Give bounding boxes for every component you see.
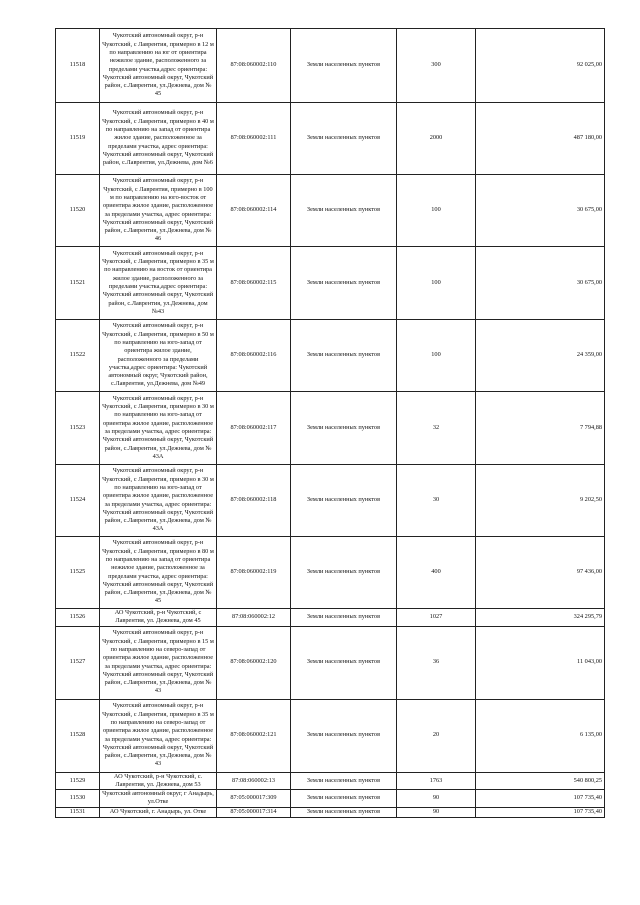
cadastral-value-cell: 30 675,00 [476,247,605,320]
row-number-cell: 11530 [56,790,100,808]
table-body [56,29,605,818]
cadastral-value-cell: 11 043,00 [476,626,605,699]
table-row [56,807,605,817]
table-row [56,465,605,537]
area-cell: 90 [397,807,476,817]
table-row [56,29,605,103]
land-category-cell: Земли населенных пунктов [291,790,397,808]
land-category-cell: Земли населенных пунктов [291,807,397,817]
table-row [56,609,605,627]
cadastral-number-cell: 87:08:060002:111 [217,103,291,175]
area-cell: 1763 [397,772,476,790]
land-category-cell: Земли населенных пунктов [291,772,397,790]
land-category-cell: Земли населенных пунктов [291,537,397,609]
table-row [56,699,605,772]
cadastral-value-cell: 9 202,50 [476,465,605,537]
row-number-cell: 11531 [56,807,100,817]
cadastral-number-cell: 87:08:060002:114 [217,175,291,247]
row-number-cell: 11529 [56,772,100,790]
cadastral-value-cell: 6 135,00 [476,699,605,772]
row-number-cell: 11526 [56,609,100,627]
address-cell: Чукотский автономный округ, р-н Чукотский, с Лаврентия, примерно в 80 м по направлению на запад от ориентира нежилое здание, расположенное за пределами участка, адрес ориентира: Чукотский автономный округ, Чукотский район, с.Лаврентия, ул.Дежнева, дом № 45 [100,537,217,609]
area-cell: 100 [397,247,476,320]
cadastral-value-cell: 92 025,00 [476,29,605,103]
table-row [56,626,605,699]
table-row [56,790,605,808]
cadastral-value-cell: 107 735,40 [476,807,605,817]
cadastral-value-cell: 97 436,00 [476,537,605,609]
land-category-cell: Земли населенных пунктов [291,465,397,537]
cadastral-value-cell: 540 800,25 [476,772,605,790]
cadastral-value-cell: 30 675,00 [476,175,605,247]
cadastral-number-cell: 87:08:060002:12 [217,609,291,627]
row-number-cell: 11518 [56,29,100,103]
table-row [56,537,605,609]
area-cell: 1027 [397,609,476,627]
cadastral-number-cell: 87:05:000017:314 [217,807,291,817]
area-cell: 20 [397,699,476,772]
land-registry-table [55,28,605,818]
area-cell: 90 [397,790,476,808]
area-cell: 32 [397,392,476,465]
cadastral-value-cell: 107 735,40 [476,790,605,808]
cadastral-number-cell: 87:08:060002:115 [217,247,291,320]
area-cell: 2000 [397,103,476,175]
cadastral-number-cell: 87:08:060002:117 [217,392,291,465]
cadastral-value-cell: 487 180,00 [476,103,605,175]
area-cell: 100 [397,320,476,392]
table-row [56,392,605,465]
cadastral-number-cell: 87:08:060002:120 [217,626,291,699]
row-number-cell: 11519 [56,103,100,175]
address-cell: АО Чукотский, р-н Чукотский, с. Лаврентия, ул. Дежнева, дом 53 [100,772,217,790]
table-row [56,103,605,175]
cadastral-number-cell: 87:05:000017:309 [217,790,291,808]
address-cell: Чукотский автономный округ, р-н Чукотский, с Лаврентия, примерно в 30 м по направлению на юго-запад от ориентира жилое здание, расположенное за пределами участка, адрес ориентира: Чукотский автономный округ, Чукотский район, с.Лаврентия, ул.Дежнева, дом № 43А [100,465,217,537]
land-category-cell: Земли населенных пунктов [291,320,397,392]
address-cell: Чукотский автономный округ, р-н Чукотский, с Лаврентия, примерно в 15 м по направлению на северо-запад от ориентира жилое здание, расположенное за пределами участка, адрес ориентира: Чукотский автономный округ, Чукотский район, с.Лаврентия, ул.Дежнева, дом № 43 [100,626,217,699]
cadastral-value-cell: 324 295,79 [476,609,605,627]
cadastral-value-cell: 7 794,88 [476,392,605,465]
area-cell: 100 [397,175,476,247]
land-category-cell: Земли населенных пунктов [291,29,397,103]
table-row [56,320,605,392]
address-cell: Чукотский автономный округ, р-н Чукотский, с Лаврентия, примерно в 40 м по направлению на запад от ориентира жилое здание, расположенное за пределами участка, адрес ориентира: Чукотский автономный округ, Чукотский район, с.Лаврентия, ул.Дежнева, дом №6 [100,103,217,175]
area-cell: 36 [397,626,476,699]
address-cell: Чукотский автономный округ, р-н Чукотский, с Лаврентия, примерно в 35 м по направлению на восток от ориентира жилое здание, расположенного за пределами участка,адрес ориентира: Чукотский автономный округ, Чукотский район, с.Лаврентия, ул.Дежнева, дом №43 [100,247,217,320]
address-cell: Чукотский автономный округ, р-н Чукотский, с Лаврентия, примерно в 30 м по направлению на юго-запад от ориентира жилое здание, расположенное за пределами участка, адрес ориентира: Чукотский автономный округ, Чукотский район, с.Лаврентия, ул.Дежнева, дом № 43А [100,392,217,465]
address-cell: Чукотский автономный округ, р-н Чукотский, с Лаврентия, примерно в 12 м по направлению на юг от ориентира нежилое здание, расположенного за пределами участка,адрес ориентира: Чукотский автономный округ, Чукотский район, с.Лаврентия, ул.Дежнева, дом № 45 [100,29,217,103]
row-number-cell: 11524 [56,465,100,537]
row-number-cell: 11521 [56,247,100,320]
address-cell: Чукотский автономный округ, р-н Чукотский, с Лаврентия, примерно в 100 м по направлению на юго-восток от ориентира жилое здание, расположенное за пределами участка, адрес ориентира: Чукотский автономный округ, Чукотский район, с.Лаврентия, ул.Дежнева, дом № 46 [100,175,217,247]
cadastral-number-cell: 87:08:060002:119 [217,537,291,609]
row-number-cell: 11525 [56,537,100,609]
cadastral-number-cell: 87:08:060002:13 [217,772,291,790]
table-row [56,247,605,320]
address-cell: Чукотский автономный округ, р-н Чукотский, с Лаврентия, примерно в 35 м по направлению на северо-запад от ориентира жилое здание, расположенное за пределами участка, адрес ориентира: Чукотский автономный округ, Чукотский район, с.Лаврентия, ул.Дежнева, дом № 43 [100,699,217,772]
row-number-cell: 11527 [56,626,100,699]
address-cell: АО Чукотский, р-н Чукотский, с Лаврентия, ул. Дежнева, дом 45 [100,609,217,627]
cadastral-value-cell: 24 359,00 [476,320,605,392]
area-cell: 300 [397,29,476,103]
address-cell: АО Чукотский, г. Анадырь, ул. Отке [100,807,217,817]
land-category-cell: Земли населенных пунктов [291,103,397,175]
land-category-cell: Земли населенных пунктов [291,392,397,465]
table-row [56,175,605,247]
land-category-cell: Земли населенных пунктов [291,175,397,247]
land-category-cell: Земли населенных пунктов [291,247,397,320]
row-number-cell: 11523 [56,392,100,465]
land-category-cell: Земли населенных пунктов [291,609,397,627]
address-cell: Чукотский автономный округ, р-н Чукотский, с Лаврентия, примерно в 50 м по направлению на юго-запад от ориентира жилое здание, расположенного за пределами участка,адрес ориентира: Чукотский автономный округ, Чукотский район, с.Лаврентия, ул.Дежнева, дом №49 [100,320,217,392]
cadastral-number-cell: 87:08:060002:110 [217,29,291,103]
area-cell: 400 [397,537,476,609]
address-cell: Чукотский автономный округ, г Анадырь, ул.Отке [100,790,217,808]
row-number-cell: 11522 [56,320,100,392]
land-category-cell: Земли населенных пунктов [291,699,397,772]
cadastral-number-cell: 87:08:060002:116 [217,320,291,392]
cadastral-number-cell: 87:08:060002:121 [217,699,291,772]
table-row [56,772,605,790]
row-number-cell: 11520 [56,175,100,247]
cadastral-number-cell: 87:08:060002:118 [217,465,291,537]
land-category-cell: Земли населенных пунктов [291,626,397,699]
area-cell: 30 [397,465,476,537]
row-number-cell: 11528 [56,699,100,772]
